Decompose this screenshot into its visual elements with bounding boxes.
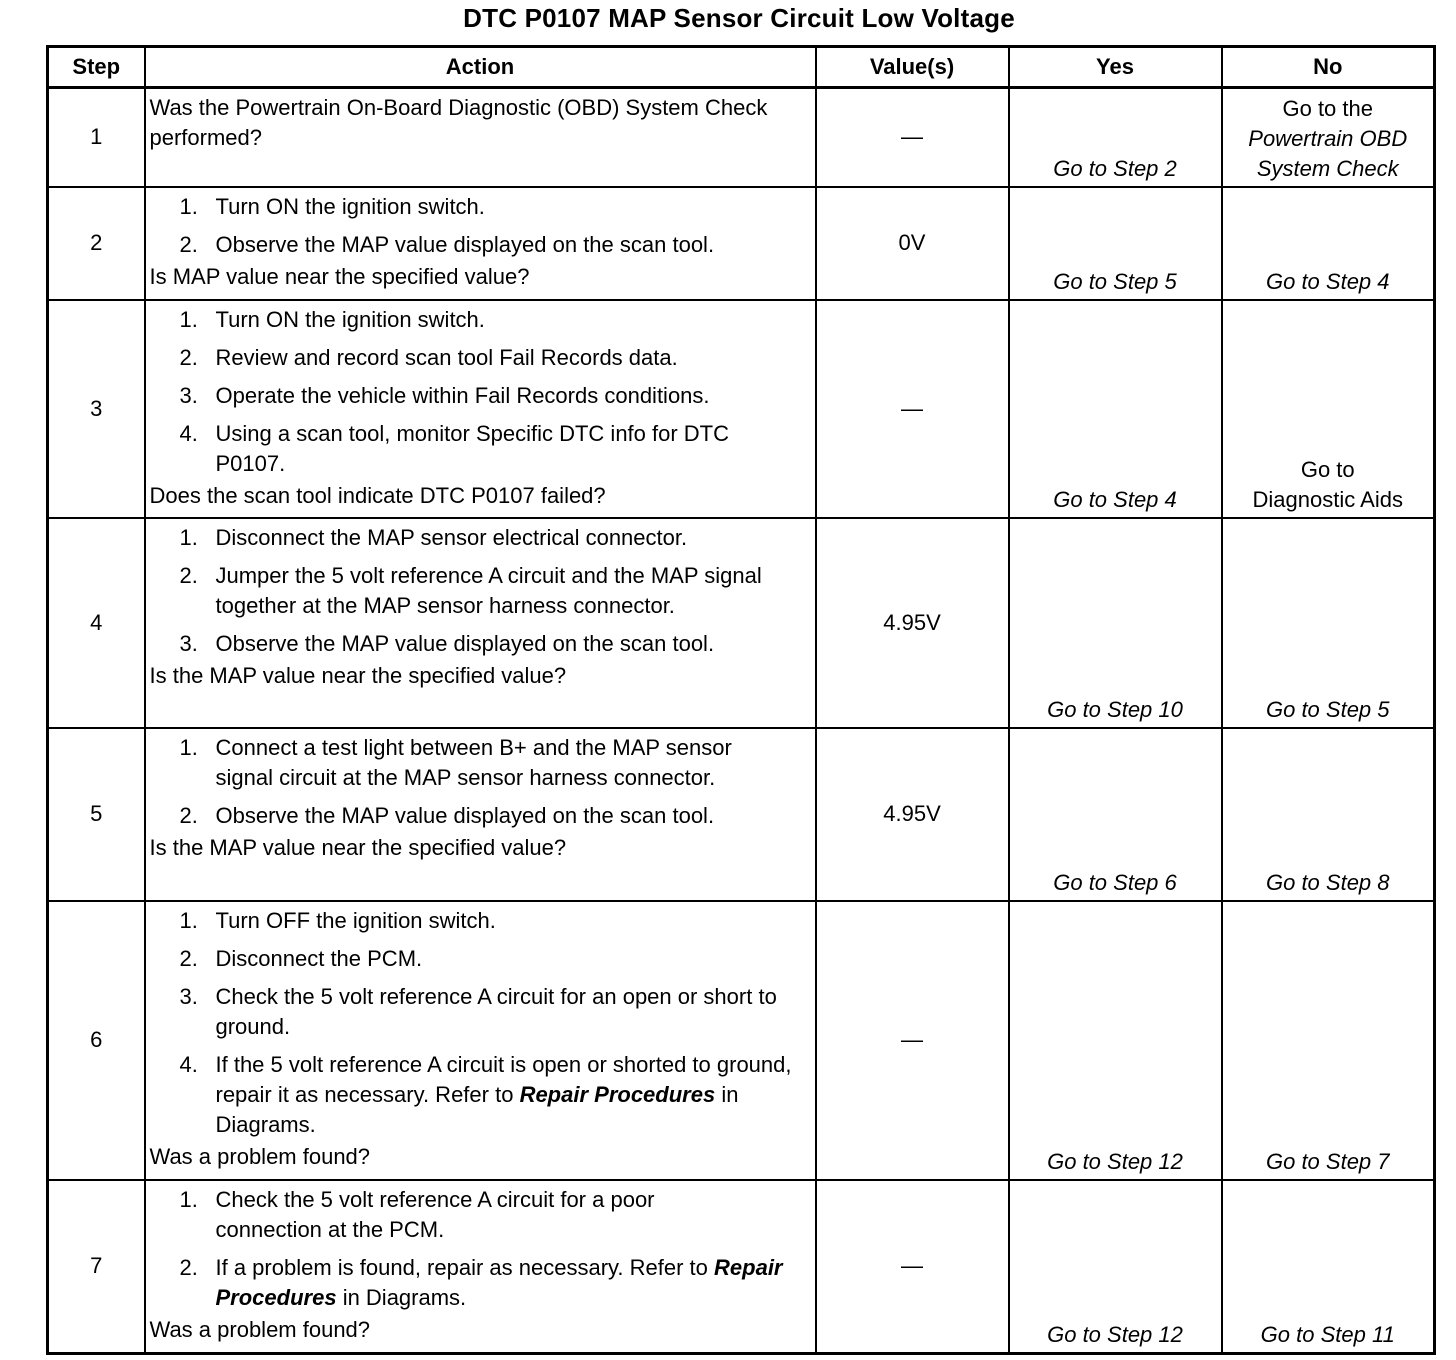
value-cell: 4.95V xyxy=(816,728,1009,901)
no-cell xyxy=(1222,1180,1435,1354)
no-prefix: Go to the xyxy=(1282,95,1373,121)
no-cell xyxy=(1222,901,1435,1180)
action-step: 1. Turn ON the ignition switch. xyxy=(179,306,485,332)
header-action: Action xyxy=(145,47,816,88)
step-number: 6 xyxy=(48,901,145,1180)
table-row xyxy=(48,901,1435,1180)
yes-link[interactable]: Go to Step 4 xyxy=(1053,486,1177,512)
action-step: 2. Observe the MAP value displayed on the scan tool. xyxy=(179,802,715,828)
no-link[interactable]: Go to Step 5 xyxy=(1265,696,1390,722)
value-cell: — xyxy=(816,1180,1009,1354)
action-steps xyxy=(150,733,807,831)
action-cell xyxy=(145,88,816,187)
table-row xyxy=(48,1180,1435,1354)
action-step: 2. Jumper the 5 volt reference A circuit and the MAP signal together at the MAP sensor harness connector. xyxy=(179,562,762,618)
repair-procedures-link[interactable]: Repair Procedures xyxy=(519,1081,716,1107)
page-title: DTC P0107 MAP Sensor Circuit Low Voltage xyxy=(463,3,1015,33)
action-cell xyxy=(145,728,816,901)
action-question: Is the MAP value near the specified value? xyxy=(149,834,567,860)
no-link[interactable]: Go to Step 7 xyxy=(1265,1148,1390,1174)
action-step: 1. Check the 5 volt reference A circuit for a poor connection at the PCM. xyxy=(179,1186,655,1242)
action-cell xyxy=(145,300,816,518)
table-row xyxy=(48,728,1435,901)
no-link[interactable]: Diagnostic Aids xyxy=(1252,486,1403,512)
step-number: 7 xyxy=(48,1180,145,1354)
action-steps xyxy=(150,1185,807,1313)
value-cell: — xyxy=(816,901,1009,1180)
action-question: Was the Powertrain On-Board Diagnostic (OBD) System Check performed? xyxy=(149,95,768,150)
action-steps xyxy=(150,523,807,659)
action-cell xyxy=(145,518,816,728)
value-cell: — xyxy=(816,88,1009,187)
no-prefix: Go to xyxy=(1300,456,1355,482)
yes-link[interactable]: Go to Step 10 xyxy=(1047,696,1183,722)
yes-link[interactable]: Go to Step 2 xyxy=(1053,155,1177,181)
table-row xyxy=(48,88,1435,187)
yes-cell xyxy=(1009,518,1222,728)
action-steps xyxy=(150,906,807,1140)
action-step: 2. Review and record scan tool Fail Records data. xyxy=(179,344,678,370)
action-question: Does the scan tool indicate DTC P0107 failed? xyxy=(149,482,606,508)
step-number: 3 xyxy=(48,300,145,518)
step-number: 2 xyxy=(48,187,145,300)
no-cell xyxy=(1222,300,1435,518)
no-link[interactable]: Go to Step 8 xyxy=(1265,869,1390,895)
action-steps xyxy=(150,305,807,479)
action-question: Was a problem found? xyxy=(149,1316,371,1342)
table-row xyxy=(48,300,1435,518)
no-link[interactable]: Go to Step 4 xyxy=(1265,268,1390,294)
yes-cell xyxy=(1009,300,1222,518)
value-cell: — xyxy=(816,300,1009,518)
step-number: 4 xyxy=(48,518,145,728)
action-step: 3. Observe the MAP value displayed on the scan tool. xyxy=(179,630,715,656)
action-step: 2. If a problem is found, repair as necessary. Refer to Repair Procedures in Diagrams. xyxy=(179,1254,783,1310)
action-question: Is the MAP value near the specified value? xyxy=(149,662,567,688)
yes-link[interactable]: Go to Step 5 xyxy=(1053,268,1177,294)
table-row xyxy=(48,187,1435,300)
action-step: 1. Turn ON the ignition switch. xyxy=(179,193,485,219)
action-steps xyxy=(150,192,807,260)
action-step: 4. If the 5 volt reference A circuit is open or shorted to ground, repair it as necessary. Refer to Repair Procedures in Diagrams. xyxy=(179,1051,792,1137)
step-number: 5 xyxy=(48,728,145,901)
action-cell xyxy=(145,1180,816,1354)
header-step: Step xyxy=(48,47,145,88)
action-cell xyxy=(145,187,816,300)
action-step: 3. Check the 5 volt reference A circuit for an open or short to ground. xyxy=(179,983,777,1039)
yes-link[interactable]: Go to Step 12 xyxy=(1047,1322,1183,1347)
yes-cell xyxy=(1009,187,1222,300)
step-number: 1 xyxy=(48,88,145,187)
no-cell xyxy=(1222,88,1435,187)
action-step: 1. Connect a test light between B+ and the MAP sensor signal circuit at the MAP sensor harness connector. xyxy=(179,734,732,790)
action-step: 3. Operate the vehicle within Fail Records conditions. xyxy=(179,382,710,408)
action-step: 1. Disconnect the MAP sensor electrical connector. xyxy=(179,524,688,550)
header-values: Value(s) xyxy=(816,47,1009,88)
action-step: 4. Using a scan tool, monitor Specific DTC info for DTC P0107. xyxy=(179,420,730,476)
action-step: 2. Observe the MAP value displayed on the scan tool. xyxy=(179,231,715,257)
yes-cell xyxy=(1009,1180,1222,1354)
header-no: No xyxy=(1222,47,1435,88)
table-row xyxy=(48,518,1435,728)
action-cell xyxy=(145,901,816,1180)
yes-cell xyxy=(1009,728,1222,901)
no-cell xyxy=(1222,187,1435,300)
repair-procedures-link[interactable]: Repair Procedures xyxy=(215,1254,783,1310)
no-link[interactable]: Go to Step 11 xyxy=(1260,1322,1395,1347)
yes-cell xyxy=(1009,901,1222,1180)
yes-link[interactable]: Go to Step 12 xyxy=(1047,1148,1183,1174)
diagnostic-table xyxy=(46,45,1436,1355)
yes-link[interactable]: Go to Step 6 xyxy=(1053,869,1177,895)
no-cell xyxy=(1222,728,1435,901)
action-step: 2. Disconnect the PCM. xyxy=(179,945,423,971)
action-question: Was a problem found? xyxy=(149,1143,371,1169)
no-link[interactable]: Powertrain OBD System Check xyxy=(1248,125,1408,181)
action-question: Is MAP value near the specified value? xyxy=(149,263,530,289)
header-yes: Yes xyxy=(1009,47,1222,88)
action-step: 1. Turn OFF the ignition switch. xyxy=(179,907,496,933)
value-cell: 4.95V xyxy=(816,518,1009,728)
header-row xyxy=(48,47,1435,88)
yes-cell xyxy=(1009,88,1222,187)
no-cell xyxy=(1222,518,1435,728)
value-cell: 0V xyxy=(816,187,1009,300)
